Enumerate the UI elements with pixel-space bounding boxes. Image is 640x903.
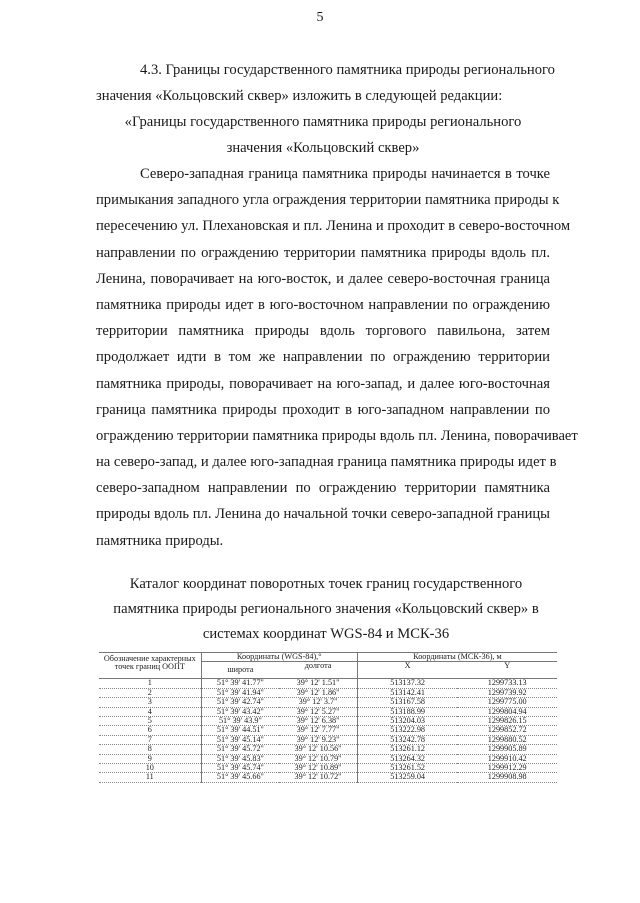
coordinates-table <box>99 652 557 783</box>
body-line: северо-западном направлении по ограждению территории памятника <box>96 480 550 497</box>
cell-latitude: 51° 39' 44.51" <box>201 726 279 735</box>
cell-y: 1299908.98 <box>457 773 557 782</box>
cell-y: 1299804.94 <box>457 707 557 716</box>
header-longitude: долгота <box>279 662 357 679</box>
cell-latitude: 51° 39' 41.77" <box>201 679 279 688</box>
cell-longitude: 39° 12' 10.79" <box>279 754 357 763</box>
cell-point: 11 <box>99 773 201 782</box>
body-line: памятника природы идет в юго-восточном направлении по ограждению <box>96 296 550 313</box>
cell-longitude: 39° 12' 7.77" <box>279 726 357 735</box>
cell-latitude: 51° 39' 45.66" <box>201 773 279 782</box>
cell-point: 5 <box>99 717 201 726</box>
body-line: примыкания западного угла ограждения территории памятника природы к <box>96 192 560 209</box>
header-y: Y <box>457 662 557 679</box>
cell-longitude: 39° 12' 1.86" <box>279 688 357 697</box>
cell-y: 1299905.89 <box>457 745 557 754</box>
body-line: территории памятника природы вдоль торгового павильона, затем <box>96 323 550 340</box>
cell-latitude: 51° 39' 41.94" <box>201 688 279 697</box>
cell-y: 1299733.13 <box>457 679 557 688</box>
cell-longitude: 39° 12' 1.51" <box>279 679 357 688</box>
body-line: ограждению территории памятника природы вдоль пл. Ленина, поворачивает <box>96 427 578 444</box>
cell-x: 513264.32 <box>357 754 457 763</box>
cell-longitude: 39° 12' 10.56" <box>279 745 357 754</box>
table-row <box>99 745 557 754</box>
cell-x: 513167.58 <box>357 698 457 707</box>
cell-latitude: 51° 39' 45.14" <box>201 735 279 744</box>
body-paragraph <box>96 161 608 554</box>
cell-point: 6 <box>99 726 201 735</box>
header-x: X <box>357 662 457 679</box>
table-row <box>99 698 557 707</box>
cell-longitude: 39° 12' 3.7" <box>279 698 357 707</box>
cell-x: 513261.52 <box>357 764 457 773</box>
cell-longitude: 39° 12' 10.72" <box>279 773 357 782</box>
cell-point: 3 <box>99 698 201 707</box>
page-number: 5 <box>316 10 324 25</box>
body-line: памятника природы, поворачивает на юго-запад, и далее юго-восточная <box>96 375 550 392</box>
catalog-title-line: Каталог координат поворотных точек границ государственного <box>129 576 523 592</box>
header-msk: Координаты (МСК-36), м <box>357 653 557 662</box>
body-line: пересечению ул. Плехановская и пл. Ленина и проходит в северо-восточном <box>96 218 571 235</box>
section-heading-line: значения «Кольцовский сквер» изложить в следующей редакции: <box>96 88 503 105</box>
cell-y: 1299775.00 <box>457 698 557 707</box>
cell-y: 1299826.15 <box>457 717 557 726</box>
section-heading-line: 4.3. Границы государственного памятника природы регионального <box>140 62 555 78</box>
body-line: Ленина, поворачивает на юго-восток, и далее северо-восточная граница <box>96 270 550 287</box>
table-row <box>99 773 557 782</box>
cell-longitude: 39° 12' 9.23" <box>279 735 357 744</box>
catalog-title-line: системах координат WGS-84 и МСК-36 <box>202 626 450 642</box>
cell-point: 1 <box>99 679 201 688</box>
section-heading <box>96 57 555 109</box>
table-row <box>99 679 557 688</box>
body-line: на северо-запад, и далее юго-западная граница памятника природы идет в <box>96 454 557 471</box>
cell-point: 4 <box>99 707 201 716</box>
body-line: Северо-западная граница памятника природы начинается в точке <box>140 166 550 182</box>
cell-longitude: 39° 12' 5.27" <box>279 707 357 716</box>
cell-y: 1299910.42 <box>457 754 557 763</box>
quote-title-line: значения «Кольцовский сквер» <box>226 140 420 157</box>
cell-longitude: 39° 12' 10.89" <box>279 764 357 773</box>
cell-y: 1299739.92 <box>457 688 557 697</box>
table-body <box>99 679 557 782</box>
cell-x: 513204.03 <box>357 717 457 726</box>
quote-title-line: «Границы государственного памятника природы регионального <box>124 114 522 130</box>
cell-y: 1299880.52 <box>457 735 557 744</box>
cell-x: 513261.12 <box>357 745 457 754</box>
cell-x: 513188.99 <box>357 707 457 716</box>
header-wgs: Координаты (WGS-84),° <box>201 653 357 662</box>
cell-point: 7 <box>99 735 201 744</box>
cell-latitude: 51° 39' 45.74" <box>201 764 279 773</box>
header-latitude: широта <box>201 662 279 679</box>
cell-point: 10 <box>99 764 201 773</box>
quote-title <box>96 109 550 161</box>
cell-y: 1299912.29 <box>457 764 557 773</box>
cell-latitude: 51° 39' 45.83" <box>201 754 279 763</box>
cell-point: 2 <box>99 688 201 697</box>
body-line: направлении по ограждению территории памятника природы вдоль пл. <box>96 244 550 261</box>
cell-latitude: 51° 39' 43.42" <box>201 707 279 716</box>
cell-x: 513242.78 <box>357 735 457 744</box>
cell-longitude: 39° 12' 6.38" <box>279 717 357 726</box>
body-line: природы вдоль пл. Ленина до начальной точки северо-западной границы <box>96 506 550 523</box>
header-point: Обозначение характерных точек границ ООПТ <box>99 653 201 679</box>
cell-point: 9 <box>99 754 201 763</box>
cell-point: 8 <box>99 745 201 754</box>
body-line: памятника природы. <box>96 532 224 549</box>
table-row <box>99 726 557 735</box>
cell-y: 1299852.72 <box>457 726 557 735</box>
cell-x: 513137.32 <box>357 679 457 688</box>
cell-latitude: 51° 39' 45.72" <box>201 745 279 754</box>
cell-x: 513259.04 <box>357 773 457 782</box>
body-line: продолжает идти в том же направлении по ограждению территории <box>96 349 550 366</box>
cell-latitude: 51° 39' 43.9" <box>201 717 279 726</box>
cell-x: 513222.98 <box>357 726 457 735</box>
catalog-title <box>96 572 556 647</box>
body-line: граница памятника природы проходит в юго-западном направлении по <box>96 401 550 418</box>
cell-x: 513142.41 <box>357 688 457 697</box>
cell-latitude: 51° 39' 42.74" <box>201 698 279 707</box>
catalog-title-line: памятника природы регионального значения «Кольцовский сквер» в <box>113 601 539 617</box>
